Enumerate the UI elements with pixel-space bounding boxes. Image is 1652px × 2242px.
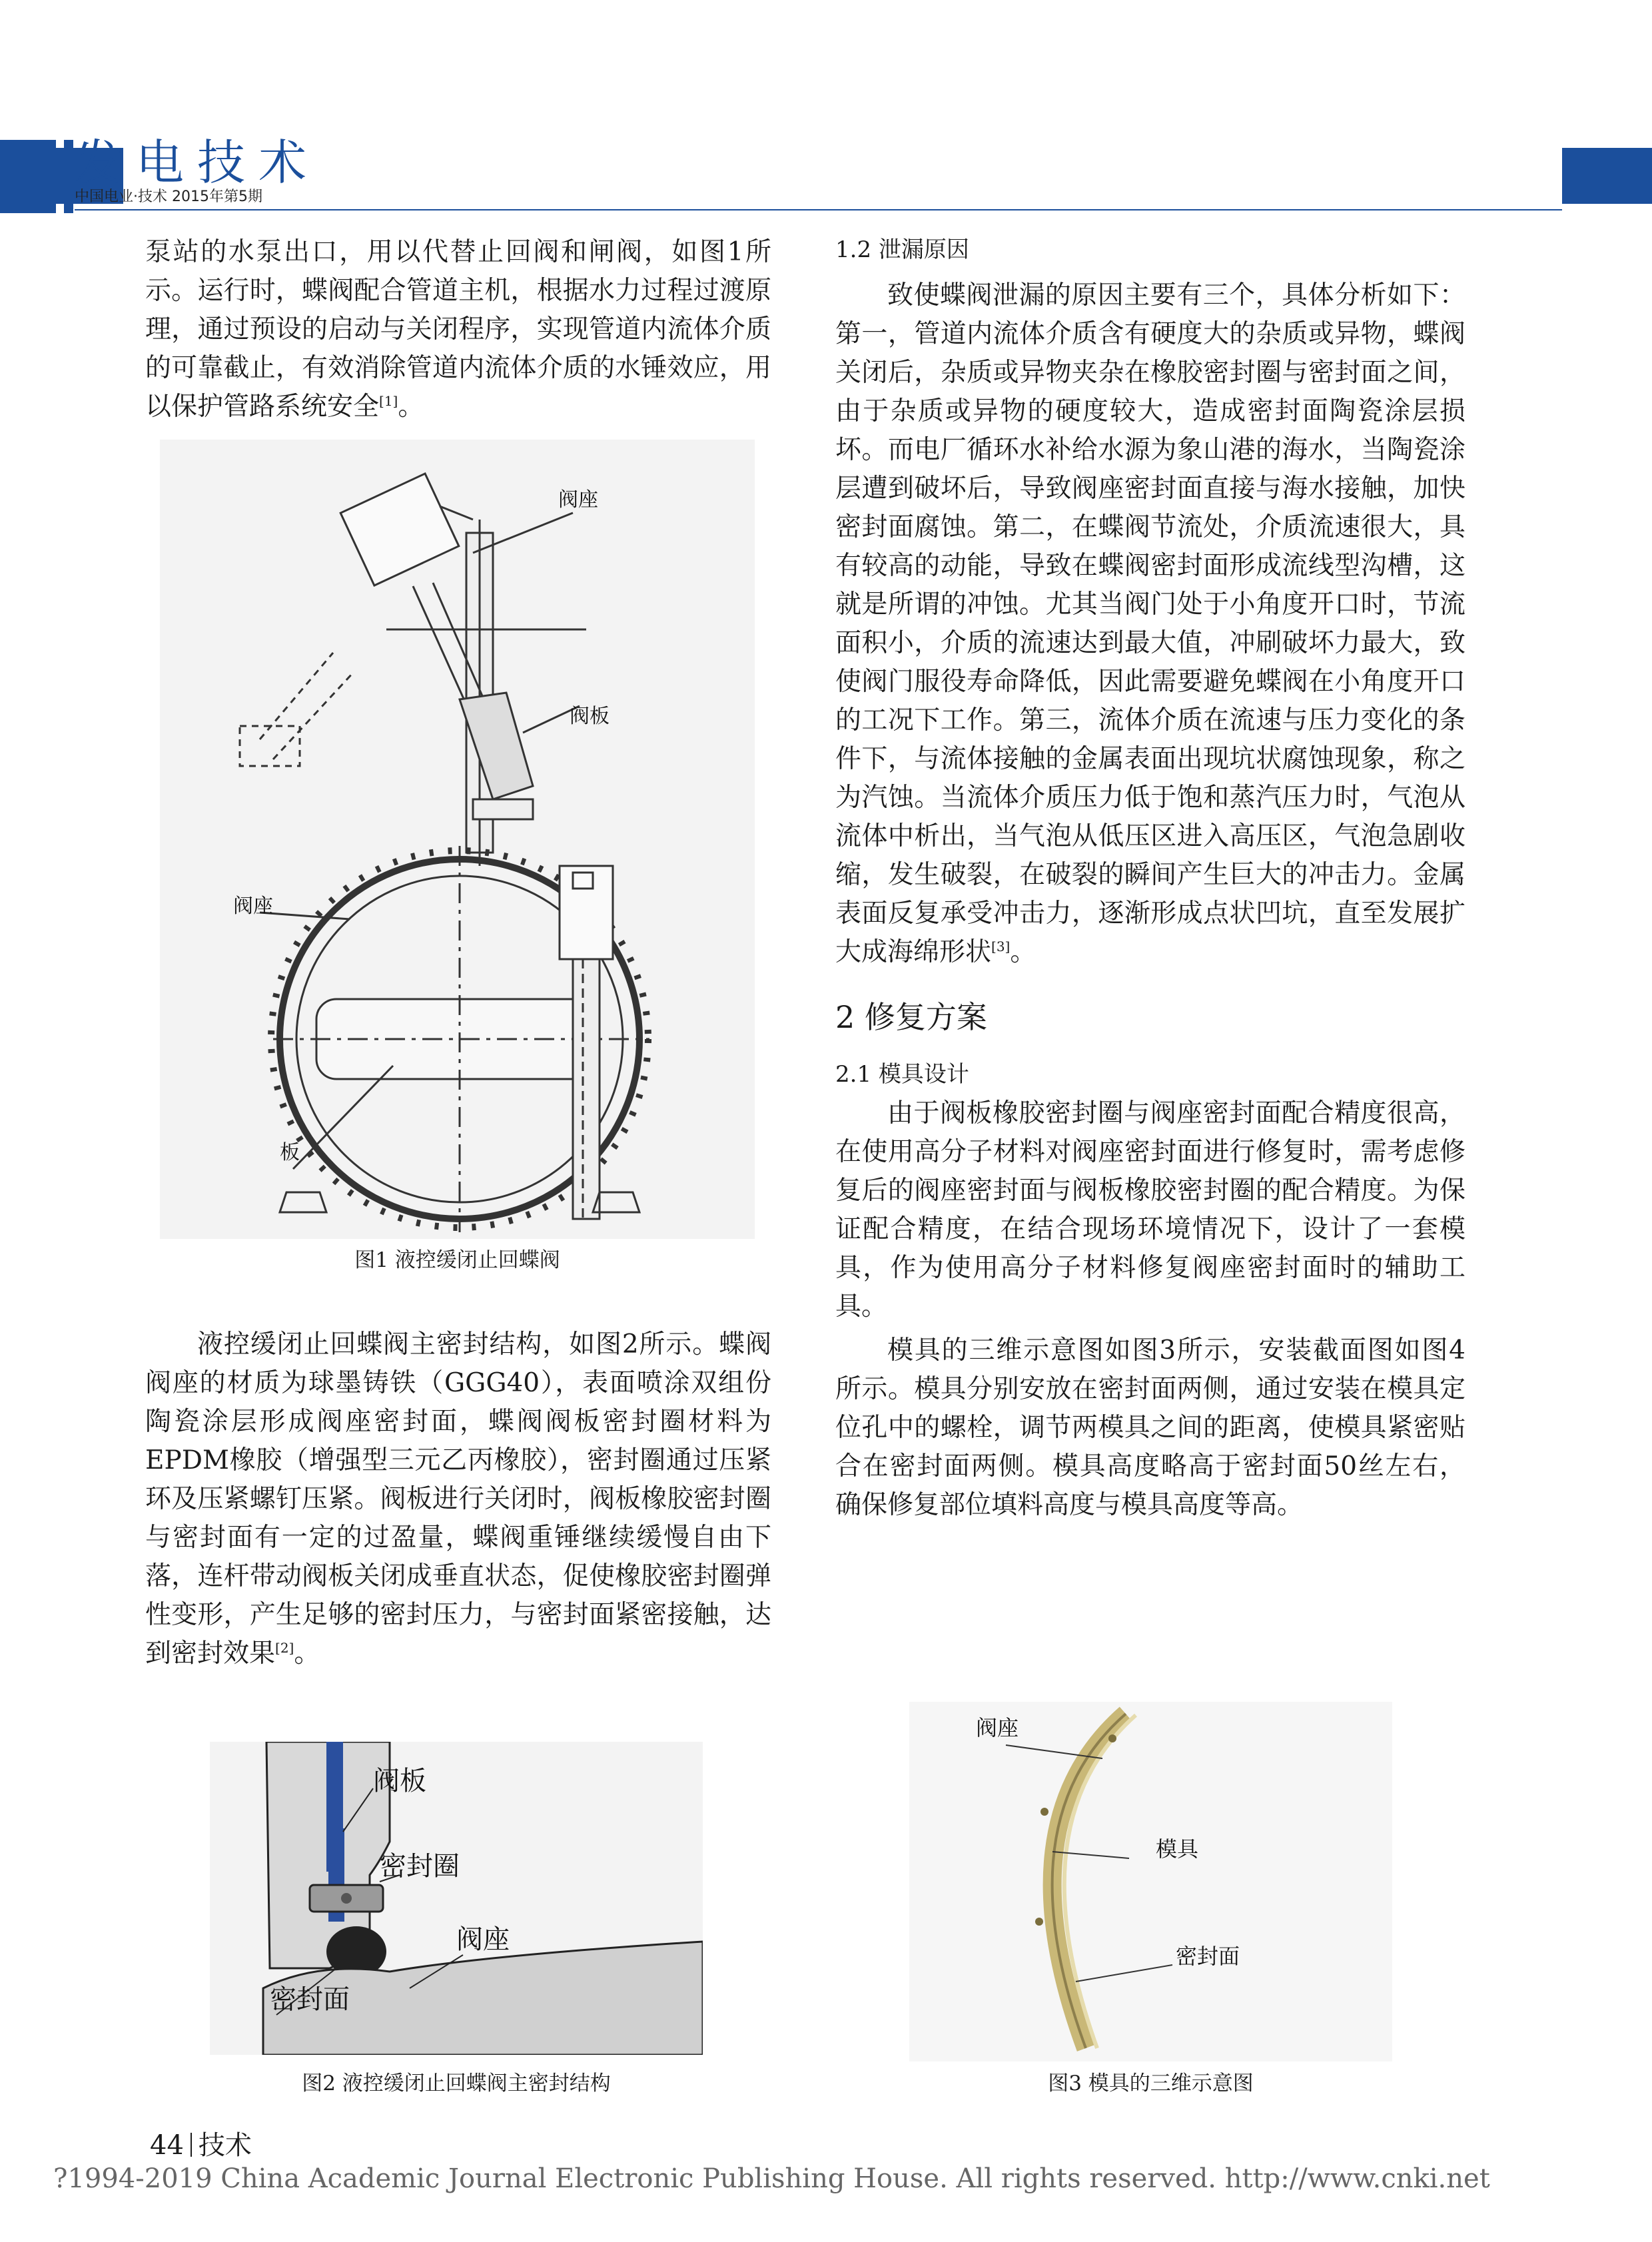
journal-title: 发电技术 (75, 135, 320, 190)
figure-1-label-plate: 阀板 (570, 705, 610, 728)
figure-1-label-seat-top: 阀座 (558, 488, 598, 512)
right-column (835, 236, 1465, 1525)
figure-2-caption: 图2 液控缓闭止回蝶阀主密封结构 (302, 2071, 611, 2095)
header-logo-bar (64, 140, 73, 213)
footer-page-label (150, 2129, 252, 2161)
figure-1-label-plate-bottom: 板 (280, 1141, 300, 1164)
figure-3-drawing (909, 1702, 1392, 2061)
heading-mold-design: 2.1 模具设计 (835, 1061, 969, 1088)
footer-divider (191, 2133, 192, 2157)
left-column-intro (145, 233, 771, 426)
figure-3-label-mold: 模具 (1156, 1836, 1199, 1862)
left-column-seal (145, 1325, 771, 1673)
figure-1-caption: 图1 液控缓闭止回蝶阀 (354, 1248, 560, 1272)
page-number: 44 (150, 2130, 184, 2161)
paragraph-seal-text: 液控缓闭止回蝶阀主密封结构，如图2所示。蝶阀阀座的材质为球墨铸铁（GGG40），表面喷涂双组份陶瓷涂层形成阀座密封面，蝶阀阀板密封圈材料为EPDM橡胶（增强型三元乙丙橡胶），密封圈通过压紧环及压紧螺钉压紧。阀板进行关闭时，阀板橡胶密封圈与密封面有一定的过盈量，蝶阀重锤继续缓慢自由下落，连杆带动阀板关闭成垂直状态，促使橡胶密封圈弹性变形，产生足够的密封压力，与密封面紧密接触，达到密封效果 (145, 1329, 771, 1669)
header-logo-block (0, 140, 56, 213)
figure-3 (909, 1702, 1392, 2061)
footer-section: 技术 (198, 2130, 252, 2161)
figure-3-label-face: 密封面 (1176, 1944, 1240, 1969)
paragraph-intro-text: 泵站的水泵出口，用以代替止回阀和闸阀，如图1所示。运行时，蝶阀配合管道主机，根据水力过程过渡原理，通过预设的启动与关闭程序，实现管道内流体介质的可靠截止，有效消除管道内流体介质的水锤效应，用以保护管路系统安全 (145, 237, 771, 422)
paragraph-seal-end: 。 (294, 1639, 320, 1669)
figure-3-label-seat: 阀座 (976, 1715, 1019, 1740)
figure-3-caption: 图3 模具的三维示意图 (1048, 2071, 1254, 2095)
paragraph-mold-accuracy: 由于阀板橡胶密封圈与阀座密封面配合精度很高，在使用高分子材料对阀座密封面进行修复时，需考虑修复后的阀座密封面与阀板橡胶密封圈的配合精度。为保证配合精度，在结合现场环境情况下，设计了一套模具，作为使用高分子材料修复阀座密封面时的辅助工具。 (835, 1098, 1465, 1321)
paragraph-intro (145, 233, 771, 426)
journal-issue: 中国电业·技术 2015年第5期 (75, 188, 262, 205)
heading-leak-cause: 1.2 泄漏原因 (835, 236, 969, 263)
citation-2: [2] (275, 1640, 294, 1656)
citation-1: [1] (379, 393, 398, 409)
figure-2-drawing (210, 1742, 703, 2055)
figure-2 (210, 1742, 703, 2055)
heading-repair-plan: 2 修复方案 (835, 999, 987, 1035)
paragraph-leak-end: 。 (1010, 937, 1036, 967)
citation-3: [3] (991, 938, 1011, 954)
figure-1 (160, 440, 755, 1239)
figure-2-label-face: 密封面 (270, 1984, 350, 2015)
paragraph-mold-install: 模具的三维示意图如图3所示，安装截面图如图4所示。模具分别安放在密封面两侧，通过安装在模具定位孔中的螺栓，调节两模具之间的距离，使模具紧密贴合在密封面两侧。模具高度略高于密封面50丝左右，确保修复部位填料高度与模具高度等高。 (835, 1335, 1465, 1520)
figure-2-label-seat: 阀座 (456, 1924, 510, 1955)
paragraph-seal-structure (145, 1325, 771, 1673)
footer-copyright: ?1994-2019 China Academic Journal Electronic Publishing House. All rights reserved. http://www.cnki.net (53, 2163, 1490, 2194)
paragraph-leak-text: 致使蝶阀泄漏的原因主要有三个，具体分析如下：第一，管道内流体介质含有硬度大的杂质或异物，蝶阀关闭后，杂质或异物夹杂在橡胶密封圈与密封面之间，由于杂质或异物的硬度较大，造成密封面陶瓷涂层损坏。而电厂循环水补给水源为象山港的海水，当陶瓷涂层遭到破坏后，导致阀座密封面直接与海水接触，加快密封面腐蚀。第二，在蝶阀节流处，介质流速很大，具有较高的动能，导致在蝶阀密封面形成流线型沟槽，这就是所谓的冲蚀。尤其当阀门处于小角度开口时，节流面积小，介质的流速达到最大值，冲刷破坏力最大，致使阀门服役寿命降低，因此需要避免蝶阀在小角度开口的工况下工作。第三，流体介质在流速与压力变化的条件下，与流体接触的金属表面出现坑状腐蚀现象，称之为汽蚀。当流体介质压力低于饱和蒸汽压力时，气泡从流体中析出，当气泡从低压区进入高压区，气泡急剧收缩，发生破裂，在破裂的瞬间产生巨大的冲击力。金属表面反复承受冲击力，逐渐形成点状凹坑，直至发展扩大成海绵形状 (835, 280, 1465, 967)
figure-2-label-plate: 阀板 (373, 1766, 426, 1796)
figure-1-drawing (160, 440, 755, 1239)
paragraph-intro-end: 。 (398, 392, 424, 422)
paragraph-leak-cause (835, 276, 1465, 972)
figure-1-label-seat-bottom: 阀座 (233, 895, 273, 918)
header-band-gap (123, 148, 1562, 204)
header-rule (75, 209, 1562, 210)
figure-2-label-ring: 密封圈 (380, 1851, 460, 1882)
